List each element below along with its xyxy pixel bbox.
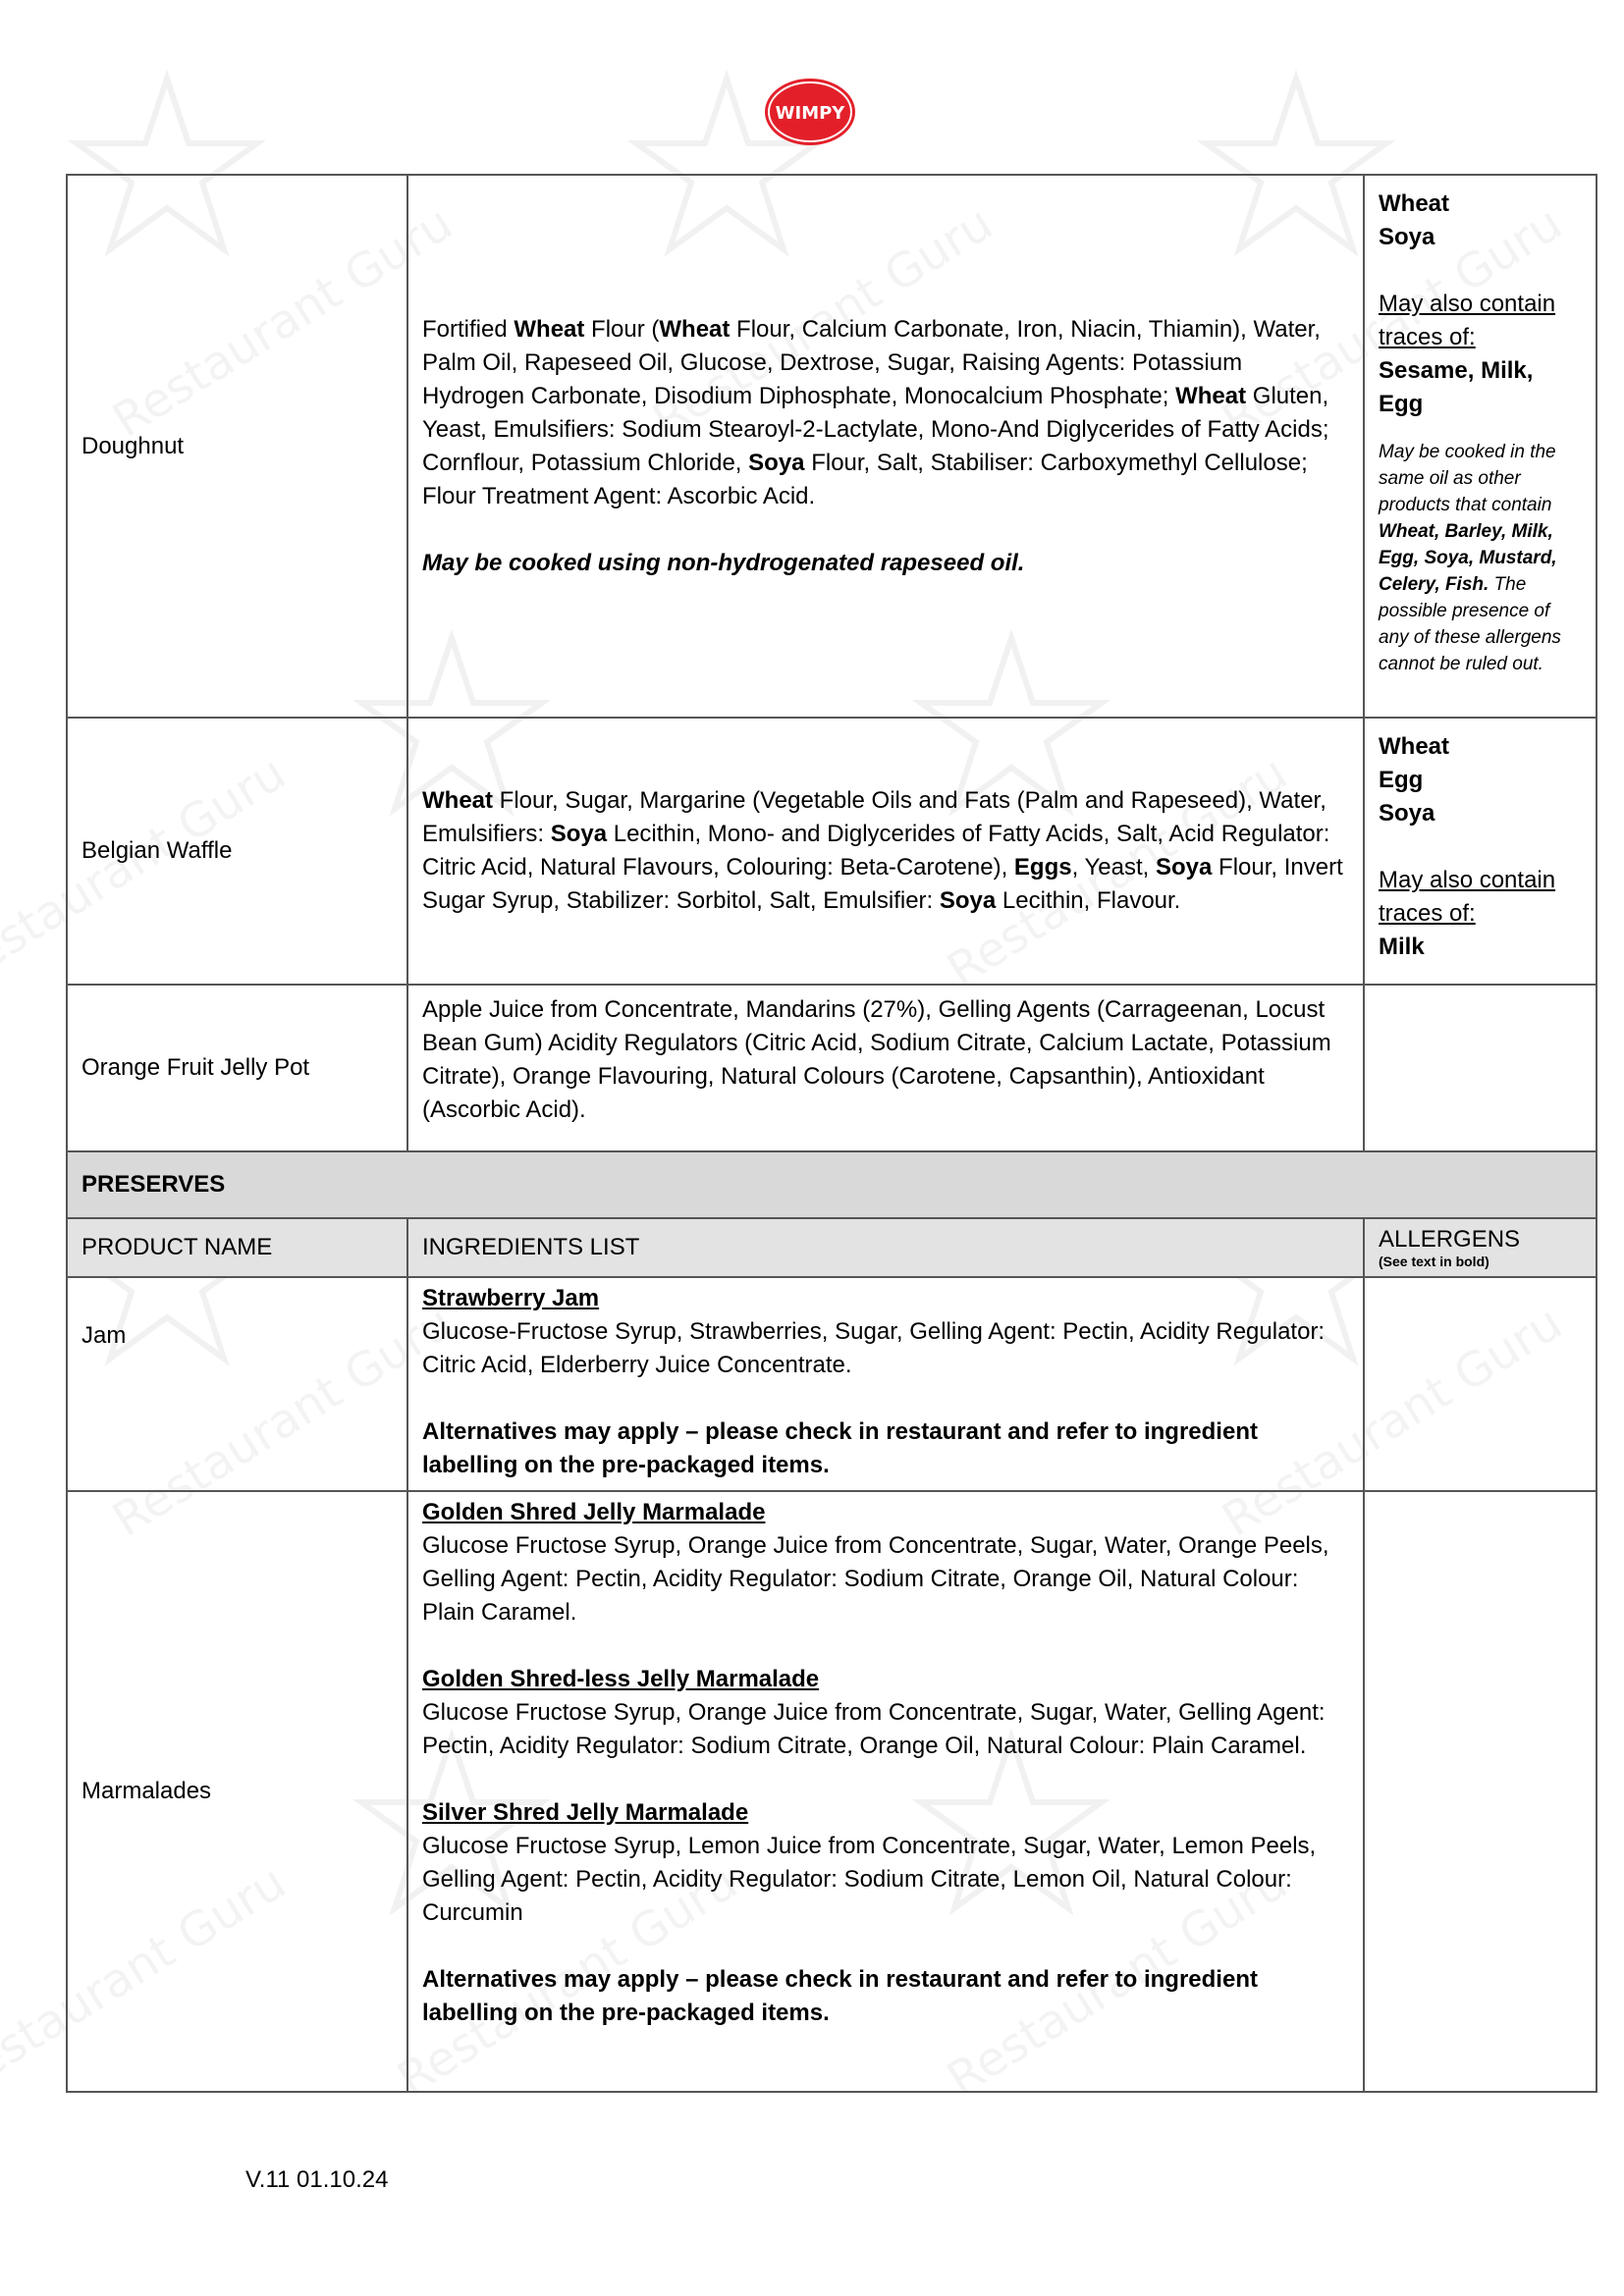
ingredients-text: Apple Juice from Concentrate, Mandarins (27%), Gelling Agents (Carrageenan, Locust Bean Gum) Acidity Regulators (Citric Acid, Sodium Citrate, Calcium Lactate, Potassium Citrate), Orange Flavouring, Natural Colours (Carotene, Capsanthin), Antioxidant (Ascorbic Acid). <box>422 996 1331 1123</box>
traces-list: Sesame, Milk, Egg <box>1379 357 1534 417</box>
allergen-item: Egg <box>1379 767 1424 793</box>
cooking-note: May be cooked using non-hydrogenated rapeseed oil. <box>422 549 1025 576</box>
header-allergens: ALLERGENS <box>1379 1226 1521 1253</box>
header-allergens-cell <box>1364 1218 1597 1277</box>
product-name: Orange Fruit Jelly Pot <box>67 985 407 1151</box>
ingredients-cell <box>407 175 1364 718</box>
ingredients-cell <box>407 1491 1364 2092</box>
ingredients-text: Glucose Fructose Syrup, Lemon Juice from Concentrate, Sugar, Water, Lemon Peels, Gelling Agent: Pectin, Acidity Regulator: Sodium Citrate, Lemon Oil, Natural Colour: Curcumin <box>422 1833 1317 1926</box>
ingredients-cell <box>407 718 1364 985</box>
allergen-table <box>66 174 1597 2093</box>
ingredients-cell <box>407 1277 1364 1491</box>
version-footer: V.11 01.10.24 <box>245 2166 389 2193</box>
table-row <box>67 985 1597 1151</box>
fryer-note: May be cooked in the same oil as other products that contain Wheat, Barley, Milk, Egg, Soya, Mustard, Celery, Fish. The possible presence of any of these allergens cannot be ruled out. <box>1379 442 1561 674</box>
traces-label: May also contain traces of: <box>1379 291 1556 350</box>
allergen-item: Wheat <box>1379 190 1449 217</box>
product-name: Jam <box>67 1277 407 1491</box>
header-allergens-note: (See text in bold) <box>1379 1254 1489 1269</box>
table-row <box>67 1277 1597 1491</box>
table-row <box>67 1491 1597 2092</box>
ingredients-cell <box>407 985 1364 1151</box>
product-name: Belgian Waffle <box>67 718 407 985</box>
table-row <box>67 718 1597 985</box>
traces-label: May also contain traces of: <box>1379 867 1556 927</box>
section-title: PRESERVES <box>67 1151 1597 1218</box>
column-header-row <box>67 1218 1597 1277</box>
logo-text: WIMPY <box>775 103 845 124</box>
ingredient-subtitle: Golden Shred Jelly Marmalade <box>422 1499 766 1525</box>
wimpy-logo <box>763 77 857 147</box>
ingredients-text: Fortified Wheat Flour (Wheat Flour, Calcium Carbonate, Iron, Niacin, Thiamin), Water, Palm Oil, Rapeseed Oil, Glucose, Dextrose, Sugar, Raising Agents: Potassium Hydrogen Carbonate, Disodium Diphosphate, Monocalcium Phosphate; Wheat Gluten, Yeast, Emulsifiers: Sodium Stearoyl-2-Lactylate, Mono-And Diglycerides of Fatty Acids; Cornflour, Potassium Chloride, Soya Flour, Salt, Stabiliser: Carboxymethyl Cellulose; Flour Treatment Agent: Ascorbic Acid. <box>422 315 1329 509</box>
ingredients-text: Glucose Fructose Syrup, Orange Juice from Concentrate, Sugar, Water, Orange Peels, Gelling Agent: Pectin, Acidity Regulator: Sodium Citrate, Orange Oil, Natural Colour: Plain Caramel. <box>422 1532 1329 1626</box>
allergens-cell <box>1364 175 1597 718</box>
ingredient-subtitle: Golden Shred-less Jelly Marmalade <box>422 1666 820 1692</box>
ingredient-subtitle: Silver Shred Jelly Marmalade <box>422 1799 749 1826</box>
header-product: PRODUCT NAME <box>67 1218 407 1277</box>
alternatives-note: Alternatives may apply – please check in restaurant and refer to ingredient labelling on the pre-packaged items. <box>422 1966 1258 2026</box>
ingredient-subtitle: Strawberry Jam <box>422 1285 600 1311</box>
section-header-row <box>67 1151 1597 1218</box>
allergens-cell <box>1364 1491 1597 2092</box>
product-name: Marmalades <box>67 1491 407 2092</box>
ingredients-text: Wheat Flour, Sugar, Margarine (Vegetable Oils and Fats (Palm and Rapeseed), Water, Emulsifiers: Soya Lecithin, Mono- and Diglycerides of Fatty Acids, Salt, Acid Regulator: Citric Acid, Natural Flavours, Colouring: Beta-Carotene), Eggs, Yeast, Soya Flour, Invert Sugar Syrup, Stabilizer: Sorbitol, Salt, Emulsifier: Soya Lecithin, Flavour. <box>422 787 1343 914</box>
ingredients-text: Glucose Fructose Syrup, Orange Juice from Concentrate, Sugar, Water, Gelling Agent: Pectin, Acidity Regulator: Sodium Citrate, Orange Oil, Natural Colour: Plain Caramel. <box>422 1699 1326 1759</box>
allergen-item: Wheat <box>1379 733 1449 760</box>
ingredients-text: Glucose-Fructose Syrup, Strawberries, Sugar, Gelling Agent: Pectin, Acidity Regulator: Citric Acid, Elderberry Juice Concentrate. <box>422 1318 1326 1378</box>
traces-list: Milk <box>1379 934 1425 960</box>
allergens-cell <box>1364 1277 1597 1491</box>
allergens-cell <box>1364 718 1597 985</box>
product-name: Doughnut <box>67 175 407 718</box>
allergen-item: Soya <box>1379 224 1435 250</box>
allergens-cell <box>1364 985 1597 1151</box>
allergen-item: Soya <box>1379 800 1435 827</box>
table-row <box>67 175 1597 718</box>
alternatives-note: Alternatives may apply – please check in restaurant and refer to ingredient labelling on the pre-packaged items. <box>422 1418 1258 1478</box>
header-ingredients: INGREDIENTS LIST <box>407 1218 1364 1277</box>
